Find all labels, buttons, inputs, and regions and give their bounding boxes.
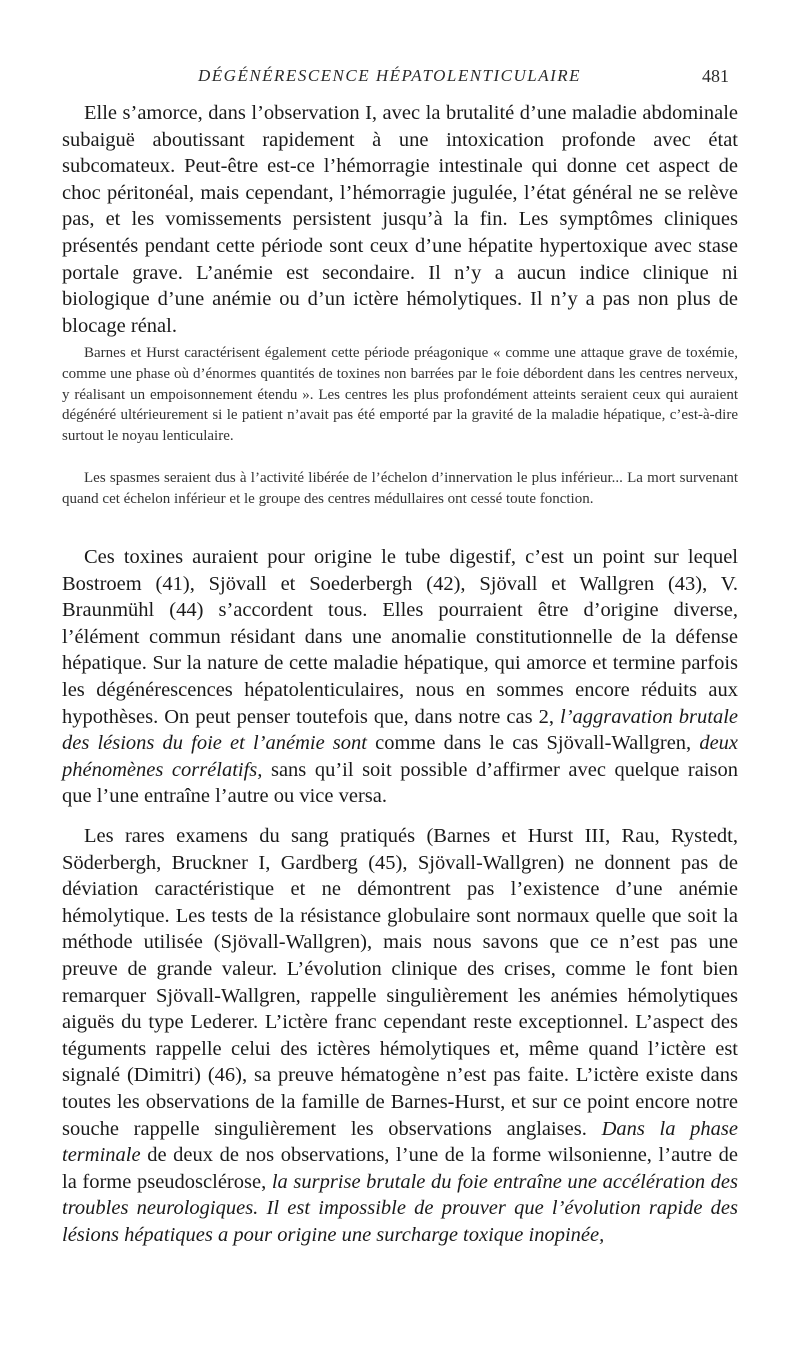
quote-paragraph-1: Barnes et Hurst caractérisent également cette période préagonique « comme une attaque grave de toxémie, comme une phase où d’énormes quantités de toxines non barrées par le foie débordent dans les centres nerveux, y réalisant un empoisonnement étendu ». Les centres les plus profondément atteints seraient ceux qui auraient dégénéré ultérieurement si le patient n’avait pas été emporté par la gravité de la maladie hépatique, c’est-à-dire surtout le noyau lenticulaire. (62, 345, 738, 445)
paragraph-2-text-c: sans qu’il soit possible d’affirmer avec quelque raison que l’une entraîne l’autre ou vice versa. (62, 758, 738, 808)
paragraph-2-italic-b: deux phénomènes corrélatifs, (62, 732, 739, 781)
intro-paragraph: Elle s’amorce, dans l’observation I, avec la brutalité d’une maladie abdominale subaiguë aboutissant rapidement à une intoxication profonde avec état subcomateux. Peut-être est-ce l’hémorragie intestinale qui donne cet aspect de choc péritonéal, mais cependant, l’hémorragie jugulée, l’état général ne se relève pas, et les vomissements persistent jusqu’à la fin. Les symptômes cliniques présentés pendant cette période sont ceux d’une hépatite hypertoxique avec stase portale grave. L’anémie est secondaire. Il n’y a aucun indice clinique ni biologique d’une anémie ou d’un ictère hémolytiques. Il n’y a pas non plus de blocage rénal. (62, 102, 738, 337)
paragraph-3-italic-b: la surprise brutale du foie entraîne une accélération des troubles neurologiques. Il est impossible de prouver que l’évolution rapide des lésions hépatiques a pour origine une surcharge toxique inopinée, (62, 1170, 739, 1246)
paragraph-3-text-a: Les rares examens du sang pratiqués (Barnes et Hurst III, Rau, Rystedt, Söderbergh, Bruckner I, Gardberg (45), Sjövall-Wallgren) ne donnent pas de déviation caractéristique et ne démontrent pas l’existence d’une anémie hémolytique. Les tests de la résistance globulaire sont normaux quelle que soit la méthode utilisée (Sjövall-Wallgren), mais nous savons que ce n’est pas une preuve de grande valeur. L’évolution clinique des crises, comme le font bien remarquer Sjövall-Wallgren, rappelle singulièrement les anémies hémolytiques aiguës du type Lederer. L’ictère franc cependant reste exceptionnel. L’aspect des téguments rappelle celui des ictères hémolytiques et, même quand l’ictère est signalé (Dimitri) (46), sa preuve hématogène n’est pas faite. L’ictère existe dans toutes les observations de la famille de Barnes-Hurst, et sur ce point encore notre souche rappelle singulièrement les observations anglaises. (62, 825, 738, 1140)
page-number: 481 (702, 66, 729, 86)
paragraph-2-text-a: Ces toxines auraient pour origine le tube digestif, c’est un point sur lequel Bostroem (41), Sjövall et Soederbergh (42), Sjövall et Wallgren (43), V. Braunmühl (44) s’accordent tous. Elles pourraient être d’origine diverse, l’élément commun résidant dans une anomalie constitutionnelle de la défense hépatique. Sur la nature de cette maladie hépatique, qui amorce et termine parfois les dégénérescences hépatolenticulaires, nous en sommes encore réduits aux hypothèses. On peut penser toutefois que, dans notre cas 2, (62, 546, 738, 728)
body-paragraph-3 (62, 823, 738, 1249)
paragraph-2-italic-a: l’aggravation brutale des lésions du foie et l’anémie sont (62, 705, 738, 755)
body-paragraph-2 (62, 544, 738, 810)
quote-paragraph-2: Les spasmes seraient dus à l’activité libérée de l’échelon d’innervation le plus inférieur... La mort survenant quand cet échelon inférieur et le groupe des centres médullaires ont cessé toute fonction. (62, 470, 738, 507)
page-header (0, 66, 800, 96)
paragraph-3-text-b: de deux de nos observations, l’une de la forme wilsonienne, l’autre de la forme pseudosclérose, (62, 1144, 738, 1193)
paragraph-2-text-b: comme dans le cas Sjövall-Wallgren, (366, 732, 700, 755)
running-title: DÉGÉNÉRESCENCE HÉPATOLENTICULAIRE (198, 66, 582, 85)
paragraph-3-italic-a: Dans la phase terminale (62, 1117, 738, 1167)
